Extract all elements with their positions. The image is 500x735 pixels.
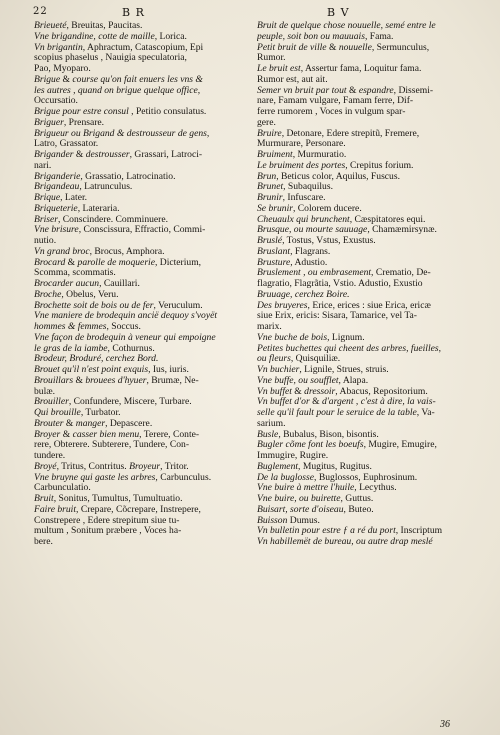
gloss-text: , Adustio.: [290, 257, 328, 268]
gloss-text: , Obelus, Veru.: [61, 289, 119, 300]
headword-text: Vn buffet: [257, 386, 292, 397]
entry-line: [34, 236, 251, 247]
gloss-text: &: [346, 85, 359, 96]
gloss-text: , Mugire, Emugire,: [363, 440, 437, 451]
gloss-text: , Detonare, Edere strepitũ, Fremere,: [281, 128, 420, 139]
entry-line: [257, 537, 467, 548]
headword-text: Brocarder aucun: [34, 279, 100, 289]
gloss-text: , Guttus.: [340, 494, 374, 504]
entry-line: [34, 96, 251, 107]
entry-line: [257, 473, 467, 484]
gloss-text: , Beticus color, Aquilus, Fuscus.: [276, 171, 400, 182]
entry-line: [34, 483, 251, 494]
gloss-text: , Latrunculus.: [79, 182, 133, 193]
headword-text: Petites buchettes qui cheent des arbres, fueilles,: [257, 343, 442, 354]
headword-text: Broyer: [34, 429, 61, 440]
gloss-text: , Bubalus, Bison, bisontis.: [278, 429, 379, 440]
entry-line: [257, 21, 467, 32]
gloss-text: , Cothurnus.: [107, 343, 155, 354]
gloss-text: , Prensare.: [63, 117, 105, 128]
headword-text: destrousser: [85, 150, 130, 160]
entry-line: [34, 86, 251, 97]
gloss-text: Carbunculatio.: [34, 483, 91, 494]
gloss-text: , Quisquiliæ.: [290, 354, 341, 365]
entry-line: [34, 516, 251, 527]
headword-text: parolle de moquerie: [77, 257, 155, 268]
headword-text: Brique: [34, 193, 61, 203]
entry-line: [257, 290, 467, 301]
gloss-text: Latro, Grassator.: [34, 139, 99, 150]
entry-line: [257, 53, 467, 64]
entry-line: [257, 96, 467, 107]
headword-text: Bruslant: [257, 246, 291, 257]
gloss-text: , Sermunculus,: [371, 42, 430, 53]
entry-line: [34, 172, 251, 183]
gloss-text: &: [326, 42, 339, 53]
headword-text: Brigue: [34, 74, 61, 85]
headword-text: Brochette soit de bois ou de fer: [34, 300, 154, 311]
gloss-text: , Conscindere. Comminuere.: [57, 214, 169, 225]
gloss-text: , Tritus, Contritus.: [56, 461, 130, 472]
headword-text: Vne buire à mettre l'huile: [257, 483, 355, 494]
entry-line: [34, 290, 251, 301]
gloss-text: nutio.: [34, 236, 57, 246]
headword-text: Bruit: [34, 494, 54, 504]
gloss-text: , Cæspitatores equi.: [349, 214, 426, 225]
gloss-text: , Turbator.: [80, 408, 121, 418]
entry-line: [34, 64, 251, 75]
headword-text: espandre: [358, 85, 394, 96]
gloss-text: , Tostus, Vstus, Exustus.: [282, 236, 376, 246]
headword-text: Vn brigantin: [34, 42, 83, 53]
gloss-text: &: [309, 397, 322, 408]
entry-line: [34, 53, 251, 64]
entry-line: [257, 516, 467, 527]
gloss-text: marix.: [257, 322, 282, 332]
entry-line: [34, 215, 251, 226]
entry-line: [257, 387, 467, 398]
entry-line: [257, 279, 467, 290]
gloss-text: , Cauillari.: [99, 279, 140, 289]
headword-text: Bruslement , ou embrasement: [257, 268, 372, 279]
entry-line: [34, 537, 251, 548]
gloss-text: Rumor est, aut ait.: [257, 74, 328, 85]
gloss-text: , Buteo.: [343, 504, 374, 515]
gloss-text: , Lignile, Strues, struis.: [299, 365, 389, 375]
gloss-text: , Later.: [60, 193, 88, 203]
entry-line: [34, 43, 251, 54]
entry-line: [257, 322, 467, 333]
gloss-text: , Aphractum, Catascopium, Epi: [82, 42, 204, 53]
gloss-text: , Dicterium,: [154, 257, 202, 268]
entry-line: [34, 397, 251, 408]
headword-text: Buisson: [257, 515, 288, 526]
entry-line: [34, 139, 251, 150]
gloss-text: bulæ.: [34, 386, 56, 397]
entry-line: [257, 204, 467, 215]
gloss-text: &: [291, 386, 305, 397]
entry-line: [257, 440, 467, 451]
headword-text: Semer vn bruit par tout: [257, 85, 347, 96]
headword-text: Des bruyeres: [257, 300, 308, 311]
headword-text: selle qu'il fault pour le seruice de la table: [257, 408, 417, 418]
headword-text: Brouet qu'il n'est point exquis: [34, 365, 149, 375]
gloss-text: rere, Obterere. Subterere, Tundere, Con-: [34, 440, 190, 451]
entry-line: [257, 408, 467, 419]
headword-text: dressoir: [304, 386, 336, 397]
gloss-text: sarium.: [257, 418, 286, 429]
entry-line: [257, 225, 467, 236]
headword-text: Le bruit est: [257, 64, 301, 74]
gloss-text: , Crepitus forium.: [345, 160, 414, 171]
entry-line: [257, 376, 467, 387]
entry-line: [34, 204, 251, 215]
page-number: 22: [33, 6, 48, 17]
gloss-text: Pao, Myoparo.: [34, 64, 91, 74]
entry-line: [257, 43, 467, 54]
headword-text: Vn grand broc: [34, 246, 90, 257]
gloss-text: , Confundere, Miscere, Turbare.: [68, 397, 192, 408]
gloss-text: nare, Famam vulgare, Famam ferre, Dif-: [257, 96, 414, 107]
entry-line: [34, 462, 251, 473]
entry-line: [257, 301, 467, 312]
gloss-text: , Lignum.: [327, 332, 365, 343]
entry-line: [34, 440, 251, 451]
headword-text: Brigandeau: [34, 182, 80, 193]
catchword: 36: [440, 719, 450, 730]
headword-text: Bruiment: [257, 150, 293, 160]
entry-line: [34, 150, 251, 161]
entry-line: [34, 505, 251, 516]
headword-text: Brouillars: [34, 375, 74, 386]
headword-text: Qui brouille: [34, 408, 81, 418]
gloss-text: , Abacus, Repositorium.: [335, 386, 428, 397]
headword-text: les autres , quand on brigue quelque office,: [34, 85, 201, 96]
headword-text: Vne maniere de brodequin ancië dequoy s'voyët: [34, 311, 218, 322]
entry-line: [257, 354, 467, 365]
entry-line: [257, 215, 467, 226]
entry-line: [34, 268, 251, 279]
headword-text: Brusture: [257, 257, 291, 268]
headword-text: le gras de la iambe: [34, 343, 108, 354]
entry-line: [257, 139, 467, 150]
gloss-text: , Inscriptum: [395, 526, 443, 537]
gloss-text: &: [63, 418, 76, 429]
headword-text: Brouter: [34, 418, 64, 429]
gloss-text: Murmurare, Personare.: [257, 139, 346, 150]
gloss-text: tundere.: [34, 451, 66, 461]
gloss-text: Scomma, scommatis.: [34, 268, 116, 279]
entry-line: [34, 365, 251, 376]
left-column: [34, 21, 251, 548]
entry-line: [257, 397, 467, 408]
gloss-text: flagratio, Flagrãtia, Vstio. Adustio, Exustio: [257, 279, 423, 289]
headword-text: Briganderie: [34, 171, 81, 182]
gloss-text: &: [73, 150, 86, 160]
entry-line: [257, 118, 467, 129]
entry-line: [257, 150, 467, 161]
headword-text: Vne façon de brodequin à veneur qui empoigne: [34, 332, 216, 343]
headword-text: brouees d'hyuer: [85, 375, 147, 386]
entry-line: [34, 279, 251, 290]
entry-line: [34, 354, 251, 365]
entry-line: [34, 301, 251, 312]
entry-line: [257, 483, 467, 494]
headword-text: Brieueté: [34, 21, 67, 31]
gloss-text: , Lorica.: [154, 31, 187, 42]
entry-line: [34, 129, 251, 140]
headword-text: Brunet: [257, 182, 284, 193]
entry-line: [34, 494, 251, 505]
gloss-text: gere.: [257, 117, 276, 128]
gloss-text: &: [60, 429, 73, 440]
gloss-text: , Erice, erices : siue Erica, ericæ: [307, 300, 431, 311]
entry-line: [34, 430, 251, 441]
gloss-text: Immugire, Rugire.: [257, 451, 329, 461]
entry-line: [34, 322, 251, 333]
headword-text: Brigander: [34, 150, 74, 160]
entry-line: [257, 311, 467, 322]
gloss-text: , Breuitas, Paucitas.: [66, 21, 143, 31]
headword-text: Bruslé: [257, 236, 283, 246]
entry-line: [34, 333, 251, 344]
headword-text: Buglement: [257, 461, 299, 472]
entry-line: [34, 21, 251, 32]
entry-line: [34, 311, 251, 322]
entry-line: [257, 75, 467, 86]
gloss-text: , Petitio consulatus.: [128, 107, 207, 117]
headword-text: Briser: [34, 214, 58, 225]
entry-line: [34, 107, 251, 118]
headword-text: Broche: [34, 289, 62, 300]
headword-text: Vn buffet d'or: [257, 397, 310, 408]
entry-line: [34, 75, 251, 86]
entry-line: [257, 505, 467, 516]
headword-text: d'argent , c'est à dire, la vais-: [321, 397, 436, 408]
headword-text: Buisart, sorte d'oiseau: [257, 504, 344, 515]
gloss-text: , Veruculum.: [153, 300, 203, 311]
headword-text: Bugler cõme font les boeufs: [257, 440, 364, 451]
entry-line: [257, 430, 467, 441]
headword-text: manger: [75, 418, 106, 429]
gloss-text: ferre rumorem , Voces in vulgum spar-: [257, 107, 406, 117]
headword-text: Brunir: [257, 193, 283, 203]
entry-line: [34, 526, 251, 537]
gloss-text: , Subaquilus.: [283, 182, 333, 193]
gloss-text: , Assertur fama, Loquitur fama.: [300, 64, 422, 74]
gloss-text: , Soccus.: [106, 322, 141, 332]
entry-line: [257, 129, 467, 140]
entry-line: [34, 182, 251, 193]
gloss-text: , Tritor.: [160, 461, 189, 472]
gloss-text: , Mugitus, Rugitus.: [298, 461, 372, 472]
gloss-text: , Crepare, Cõcrepare, Instrepere,: [76, 504, 201, 515]
entry-line: [257, 193, 467, 204]
headword-text: Brusque, ou mourte sauuage: [257, 225, 368, 236]
entry-line: [34, 118, 251, 129]
entry-line: [34, 473, 251, 484]
running-head-right: B V: [327, 6, 350, 19]
headword-text: Vne brigandine,: [34, 31, 96, 42]
entry-line: [34, 258, 251, 269]
gloss-text: &: [65, 257, 78, 268]
gloss-text: , Dissemi-: [393, 85, 434, 96]
gloss-text: , Terere, Conte-: [139, 429, 200, 440]
entry-line: [257, 182, 467, 193]
gloss-text: Occursatio.: [34, 96, 78, 107]
headword-text: hommes & femmes: [34, 322, 107, 332]
entry-line: [257, 268, 467, 279]
gloss-text: , Chamæmirsynæ.: [367, 225, 437, 236]
headword-text: Vne bruyne qui gaste les arbres: [34, 472, 156, 483]
headword-text: nouuelle: [338, 42, 372, 53]
gloss-text: , Murmuratio.: [292, 150, 347, 160]
entry-line: [257, 344, 467, 355]
entry-line: [257, 64, 467, 75]
gloss-text: , Lateraria.: [77, 203, 120, 214]
entry-line: [257, 161, 467, 172]
entry-line: [257, 86, 467, 97]
gloss-text: , Colorem ducere.: [292, 203, 362, 214]
gloss-text: , Brocus, Amphora.: [89, 246, 165, 257]
entry-line: [34, 419, 251, 430]
gloss-text: , Grassari, Latroci-: [129, 150, 203, 160]
headword-text: cotte de maille: [98, 31, 155, 42]
entry-line: [257, 419, 467, 430]
headword-text: Vn buchier: [257, 365, 300, 375]
gloss-text: , Fama.: [364, 31, 394, 42]
headword-text: Bruuage, cerchez Boire.: [257, 289, 350, 300]
headword-text: Brun: [257, 171, 277, 182]
gloss-text: nari.: [34, 160, 52, 171]
headword-text: Brocard: [34, 257, 66, 268]
gloss-text: , Lecythus.: [354, 483, 397, 494]
headword-text: Vne brisure: [34, 225, 79, 236]
headword-text: Bruire: [257, 128, 282, 139]
entry-line: [34, 376, 251, 387]
headword-text: Petit bruit de ville: [257, 42, 327, 53]
entry-line: [257, 258, 467, 269]
gloss-text: Rumor.: [257, 53, 286, 64]
headword-text: Briguer: [34, 117, 64, 128]
headword-text: Faire bruit: [34, 504, 77, 515]
gloss-text: , Ius, iuris.: [148, 365, 189, 375]
headword-text: Vn bulletin pour estre ƒ ɑ ré du port: [257, 526, 396, 537]
entry-line: [257, 236, 467, 247]
headword-text: Brigue pour estre consul: [34, 107, 129, 117]
entry-line: [34, 32, 251, 43]
gloss-text: Dumus.: [287, 515, 320, 526]
entry-line: [257, 451, 467, 462]
gloss-text: , Conscissura, Effractio, Commi-: [78, 225, 206, 236]
gloss-text: , Brumæ, Ne-: [146, 375, 199, 386]
entry-line: [34, 161, 251, 172]
gloss-text: bere.: [34, 537, 53, 547]
headword-text: Le bruiment des portes: [257, 160, 346, 171]
headword-text: Vn habillemët de bureau, ou autre drap meslé: [257, 537, 433, 547]
gloss-text: , Sonitus, Tumultus, Tumultuatio.: [53, 494, 183, 504]
entry-line: [257, 333, 467, 344]
entry-line: [257, 526, 467, 537]
gloss-text: , Flagrans.: [290, 246, 331, 257]
entry-line: [34, 247, 251, 258]
gloss-text: siue Erix, ericis: Sisara, Tamarice, vel Ta-: [257, 311, 418, 322]
right-column: [257, 21, 467, 548]
entry-line: [257, 172, 467, 183]
entry-line: [34, 408, 251, 419]
entry-line: [257, 32, 467, 43]
entry-line: [34, 387, 251, 398]
gloss-text: , Crematio, De-: [371, 268, 431, 279]
gloss-text: scopius phaselus , Nauigia speculatoria,: [34, 53, 187, 64]
gloss-text: , Depascere.: [105, 418, 153, 429]
entry-line: [257, 494, 467, 505]
headword-text: Bruit de quelque chose nouuelle, semé entre le: [257, 21, 436, 31]
headword-text: Broyé: [34, 461, 57, 472]
gloss-text: &: [60, 74, 73, 85]
running-head-left: B R: [122, 6, 145, 19]
entry-line: [34, 225, 251, 236]
headword-text: Cheuaulx qui brunchent: [257, 214, 350, 225]
headword-text: Brouiller: [34, 397, 69, 408]
gloss-text: , Va-: [416, 408, 435, 418]
headword-text: Brodeur, Broduré, cerchez Bord.: [34, 354, 159, 365]
headword-text: Broyeur: [129, 461, 161, 472]
headword-text: Vne buffe, ou soufflet: [257, 375, 339, 386]
headword-text: Vne buche de bois: [257, 332, 328, 343]
entry-line: [34, 193, 251, 204]
headword-text: Se brunir: [257, 203, 293, 214]
gloss-text: multum , Sonitum præbere , Voces ha-: [34, 526, 182, 537]
headword-text: ou fleurs: [257, 354, 291, 365]
headword-text: Busle: [257, 429, 279, 440]
gloss-text: , Buglossos, Euphrosinum.: [314, 472, 418, 483]
headword-text: peuple, soit bon ou mauuais: [257, 31, 365, 42]
entry-line: [257, 247, 467, 258]
gloss-text: , Alapa.: [338, 375, 369, 386]
entry-line: [34, 344, 251, 355]
headword-text: Vne buire, ou buirette: [257, 494, 341, 504]
gloss-text: Constrepere , Edere strepitum siue tu-: [34, 515, 180, 526]
entry-line: [257, 462, 467, 473]
gloss-text: , Carbunculus.: [155, 472, 212, 483]
gloss-text: , Grassatio, Latrocinatio.: [80, 171, 176, 182]
entry-line: [257, 365, 467, 376]
headword-text: De la buglosse: [257, 472, 315, 483]
headword-text: Briqueterie: [34, 203, 78, 214]
headword-text: course qu'on fait enuers les vns &: [72, 74, 203, 85]
entry-line: [257, 107, 467, 118]
gloss-text: , Infuscare.: [282, 193, 326, 203]
entry-line: [34, 451, 251, 462]
headword-text: casser bien menu: [72, 429, 140, 440]
headword-text: Brigueur ou Brigand & destrousseur de gens,: [34, 128, 210, 139]
gloss-text: &: [73, 375, 86, 386]
